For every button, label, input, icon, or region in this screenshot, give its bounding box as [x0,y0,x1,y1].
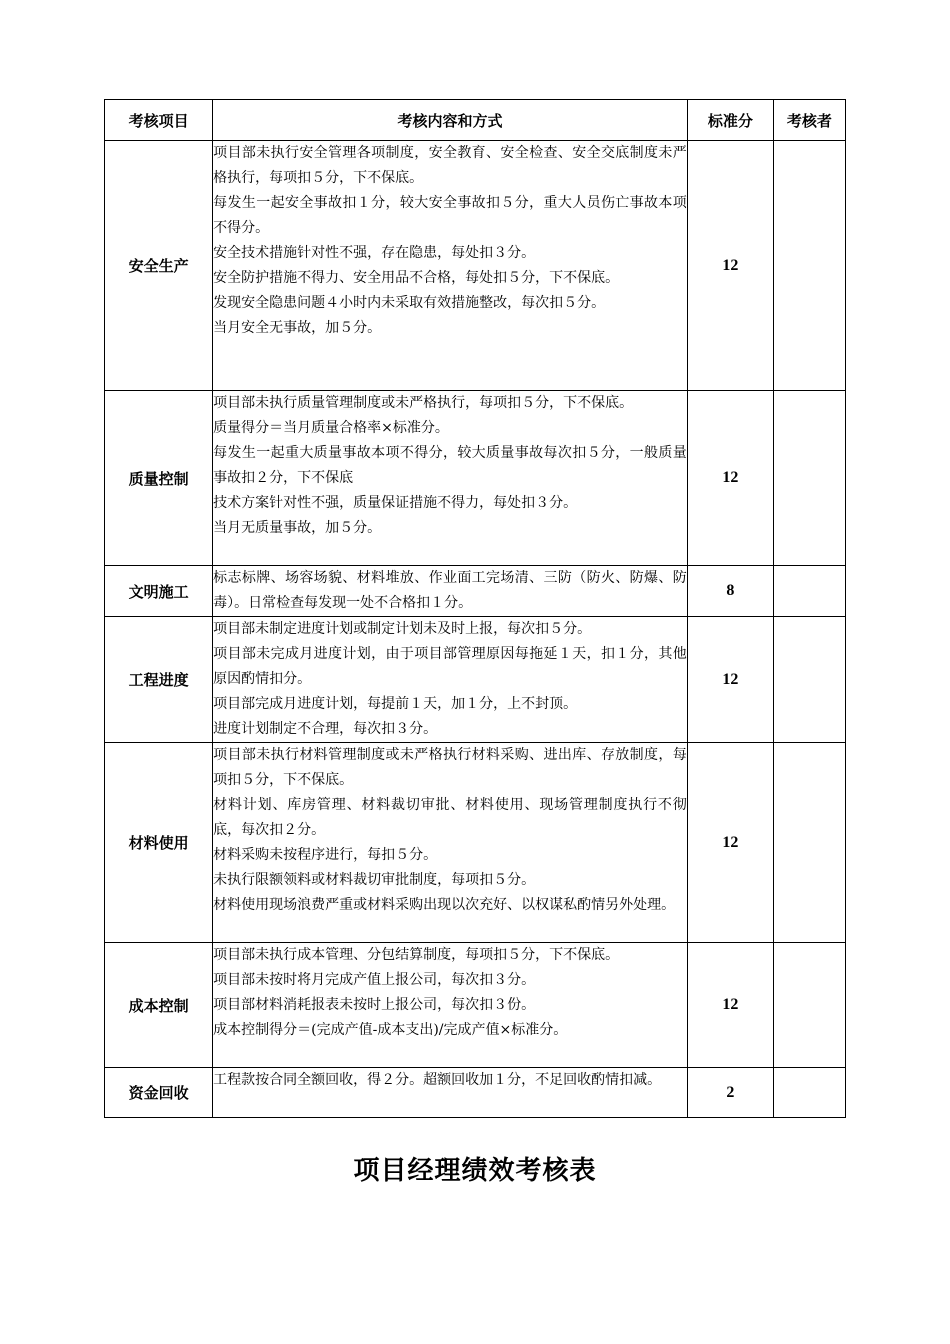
content-line: 项目部未完成月进度计划，由于项目部管理原因每拖延１天，扣１分，其他原因酌情扣分。 [213,646,687,687]
row-standard-score: 12 [687,141,773,391]
row-reviewer-cell[interactable] [773,141,845,391]
row-standard-score: 12 [687,943,773,1068]
header-reviewer: 考核者 [773,100,845,141]
content-line: 项目部未执行材料管理制度或未严格执行材料采购、进出库、存放制度，每项扣５分，下不保底。 [213,747,687,788]
row-standard-score: 12 [687,743,773,943]
row-reviewer-cell[interactable] [773,743,845,943]
row-standard-score: 12 [687,617,773,743]
row-content [213,617,688,743]
content-line: 当月无质量事故，加５分。 [213,520,382,536]
row-standard-score: 8 [687,566,773,617]
content-line: 进度计划制定不合理，每次扣３分。 [213,721,438,737]
header-content: 考核内容和方式 [213,100,688,141]
content-line: 工程款按合同全额回收，得２分。超额回收加１分，不足回收酌情扣减。 [213,1072,662,1088]
row-content [213,743,688,943]
content-line: 发现安全隐患问题４小时内未采取有效措施整改，每次扣５分。 [213,295,606,311]
content-line: 材料使用现场浪费严重或材料采购出现以次充好、以权谋私酌情另外处理。 [213,897,676,913]
table-row [105,743,846,943]
row-content [213,943,688,1068]
content-line: 每发生一起安全事故扣１分，较大安全事故扣５分，重大人员伤亡事故本项不得分。 [213,195,687,236]
row-content [213,566,688,617]
row-reviewer-cell[interactable] [773,617,845,743]
row-reviewer-cell[interactable] [773,391,845,566]
row-standard-score: 2 [687,1068,773,1118]
content-line: 质量得分＝当月质量合格率×标准分。 [213,420,449,436]
header-item: 考核项目 [105,100,213,141]
row-item-name: 文明施工 [105,566,213,617]
content-line: 材料计划、库房管理、材料裁切审批、材料使用、现场管理制度执行不彻底，每次扣２分。 [213,797,687,838]
content-line: 项目部未制定进度计划或制定计划未及时上报，每次扣５分。 [213,621,592,637]
assessment-table [104,99,846,1118]
document-title: 项目经理绩效考核表 [353,1156,597,1186]
row-content [213,1068,688,1118]
table-row [105,943,846,1068]
content-line: 当月安全无事故，加５分。 [213,320,382,336]
row-item-name: 安全生产 [105,141,213,391]
header-score: 标准分 [687,100,773,141]
content-line: 成本控制得分＝(完成产值-成本支出)/完成产值×标准分。 [213,1022,568,1038]
row-content [213,391,688,566]
content-line: 未执行限额领料或材料裁切审批制度，每项扣５分。 [213,872,536,888]
content-line: 项目部未执行成本管理、分包结算制度，每项扣５分，下不保底。 [213,947,620,963]
table-row [105,617,846,743]
table-row [105,566,846,617]
content-line: 安全防护措施不得力、安全用品不合格，每处扣５分，下不保底。 [213,270,620,286]
table-header-row [105,100,846,141]
table-row [105,391,846,566]
row-reviewer-cell[interactable] [773,943,845,1068]
content-line: 每发生一起重大质量事故本项不得分，较大质量事故每次扣５分，一般质量事故扣２分，下不保底 [213,445,687,486]
content-line: 项目部完成月进度计划，每提前１天，加１分，上不封顶。 [213,696,578,712]
content-line: 材料采购未按程序进行，每扣５分。 [213,847,438,863]
content-line: 标志标牌、场容场貌、材料堆放、作业面工完场清、三防（防火、防爆、防毒）。日常检查每发现一处不合格扣１分。 [213,570,687,611]
row-item-name: 工程进度 [105,617,213,743]
row-content [213,141,688,391]
content-line: 项目部未执行安全管理各项制度，安全教育、安全检查、安全交底制度未严格执行，每项扣５分，下不保底。 [213,145,687,186]
content-line: 项目部未执行质量管理制度或未严格执行，每项扣５分，下不保底。 [213,395,634,411]
row-reviewer-cell[interactable] [773,566,845,617]
row-item-name: 资金回收 [105,1068,213,1118]
table-row [105,141,846,391]
row-item-name: 成本控制 [105,943,213,1068]
table-row [105,1068,846,1118]
row-reviewer-cell[interactable] [773,1068,845,1118]
row-item-name: 材料使用 [105,743,213,943]
content-line: 技术方案针对性不强，质量保证措施不得力，每处扣３分。 [213,495,578,511]
content-line: 安全技术措施针对性不强，存在隐患，每处扣３分。 [213,245,536,261]
row-item-name: 质量控制 [105,391,213,566]
row-standard-score: 12 [687,391,773,566]
content-line: 项目部未按时将月完成产值上报公司，每次扣３分。 [213,972,536,988]
content-line: 项目部材料消耗报表未按时上报公司，每次扣３份。 [213,997,536,1013]
